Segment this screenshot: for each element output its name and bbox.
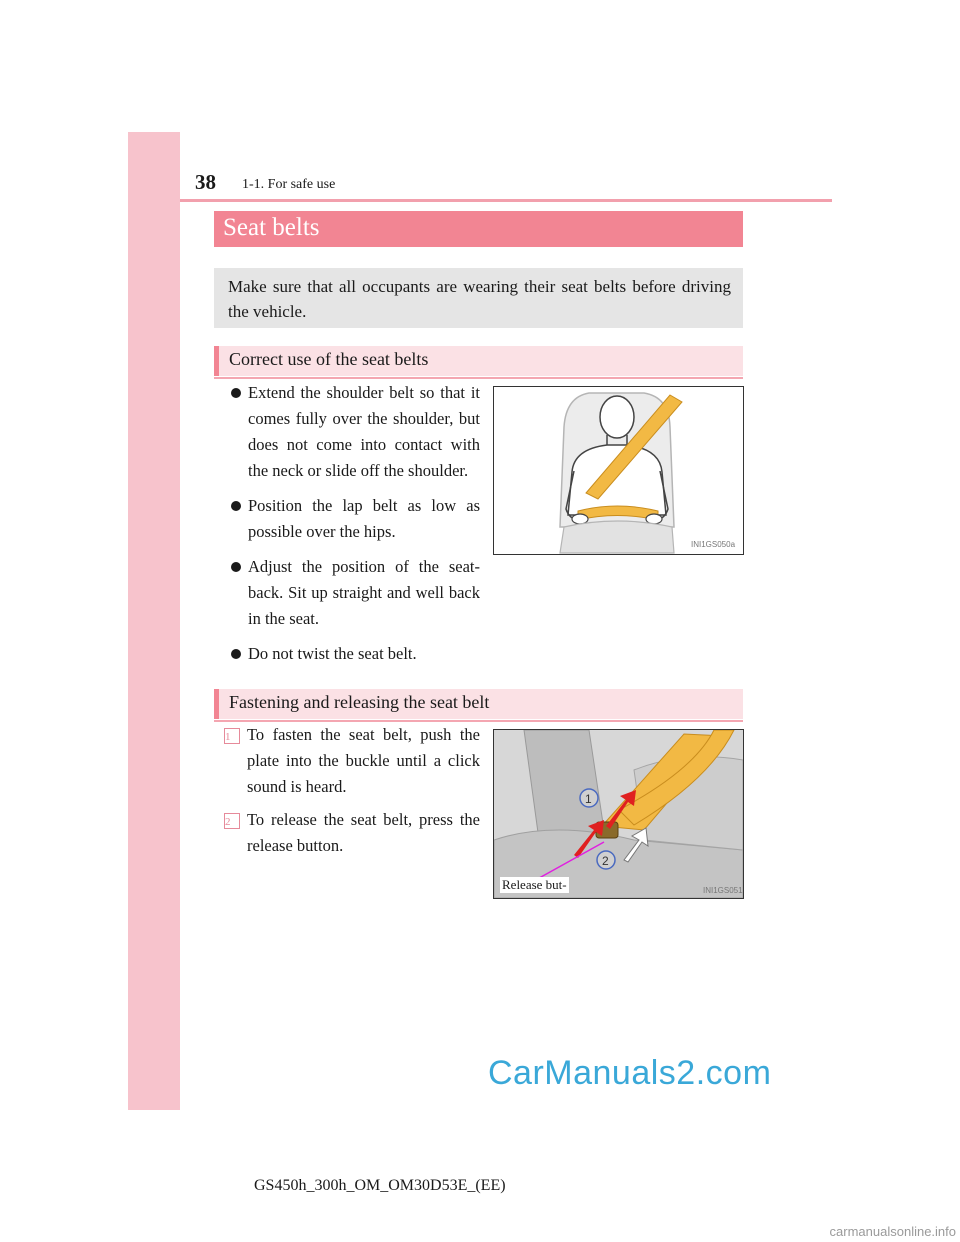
bullet-icon [231, 562, 241, 572]
list-item: Extend the shoulder belt so that it comes fully over the shoulder, but does not come into contact with the neck or slide off the shoulder. [230, 380, 480, 484]
step-number: 2 [224, 813, 240, 829]
step-number: 1 [224, 728, 240, 744]
section-label: 1-1. For safe use [242, 177, 336, 192]
page-title: Seat belts [223, 214, 320, 241]
side-tab-strip [128, 132, 180, 1110]
subheading-fastening [214, 689, 743, 719]
list-item: Adjust the position of the seat-back. Sit up straight and well back in the seat. [230, 554, 480, 632]
subheading-correct-use [214, 346, 743, 376]
site-watermark: carmanualsonline.info [829, 1224, 956, 1239]
seated-occupant-illustration [493, 386, 744, 555]
correct-use-list [230, 380, 480, 676]
figure-code: INI1GS050a [691, 540, 736, 549]
callout-1: 1 [585, 792, 592, 806]
intro-text: Make sure that all occupants are wearing their seat belts before driving the vehicle. [228, 277, 731, 321]
step-text: To release the seat belt, press the release button. [247, 810, 480, 855]
buckle-belt-icon [494, 730, 743, 898]
fastening-steps [222, 722, 480, 866]
subheading-text: Correct use of the seat belts [229, 349, 429, 369]
subheading-text: Fastening and releasing the seat belt [229, 692, 490, 712]
header-rule [180, 199, 832, 202]
intro-box [214, 268, 743, 328]
bullet-icon [231, 649, 241, 659]
list-item: Position the lap belt as low as possible over the hips. [230, 493, 480, 545]
step-text: To fasten the seat belt, push the plate into the buckle until a click sound is heard. [247, 725, 480, 796]
footer-code: GS450h_300h_OM_OM30D53E_(EE) [254, 1177, 506, 1194]
figure-caption: Release but- [502, 877, 567, 892]
bullet-icon [231, 388, 241, 398]
bullet-icon [231, 501, 241, 511]
step-item [222, 807, 480, 859]
occupant-belt-icon [494, 387, 743, 554]
list-item: Do not twist the seat belt. [230, 641, 480, 667]
figure-code: INI1GS051 [703, 886, 743, 895]
title-bar [214, 211, 743, 247]
callout-2: 2 [602, 854, 609, 868]
buckle-illustration [493, 729, 744, 899]
step-item [222, 722, 480, 800]
watermark: CarManuals2.com [488, 1054, 772, 1092]
page-number: 38 [195, 170, 216, 194]
